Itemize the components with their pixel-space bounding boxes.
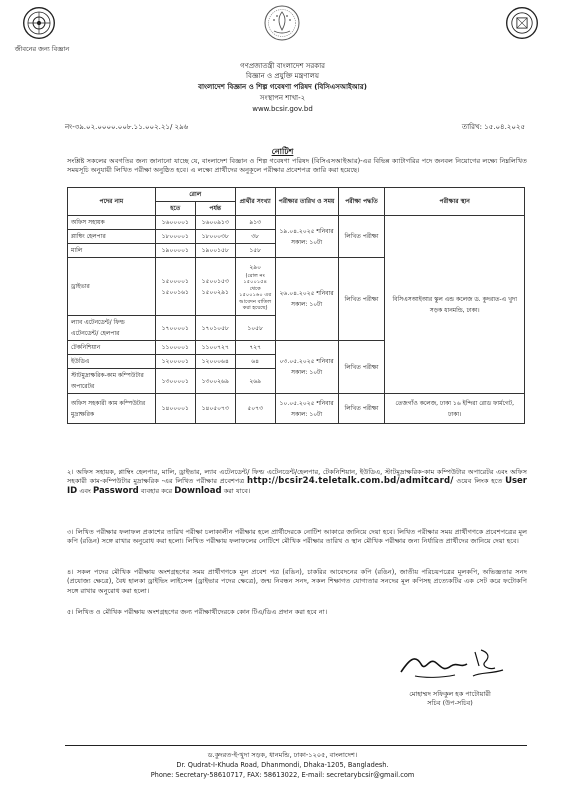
cell-count: ১০৫৮: [235, 316, 275, 341]
footer-divider: [65, 745, 527, 746]
roll-to-a: ১৫০০১৫৩: [201, 277, 229, 285]
cell-roll-to: ১৪০৫০৭৩: [195, 394, 235, 424]
p2-text-d: করা যাবে।: [221, 486, 251, 495]
header-method: পরীক্ষা পদ্ধতি: [338, 188, 385, 216]
cell-venue: তেজগাঁও কলেজ, ঢাকা ১৬ ইন্দিরা রোড ফার্মগেট, ঢাকা।: [385, 394, 525, 424]
admit-card-link[interactable]: http://bcsir24.teletalk.com.bd/admitcard/: [247, 476, 454, 487]
cell-roll-to: ১৬০০৯১৩: [195, 216, 235, 230]
cell-roll-from: ১৯০০০০১: [155, 244, 195, 258]
table-row: [68, 394, 525, 424]
cell-method: লিখিত পরীক্ষা: [338, 258, 385, 341]
signatory-name: মোহাম্মদ সফিকুল হক পাটোয়ারী: [409, 690, 491, 698]
cell-method: লিখিত পরীক্ষা: [338, 216, 385, 258]
cell-count: ১৫৮: [235, 244, 275, 258]
cell-count: ৭২৭: [235, 341, 275, 355]
cell-count: ৩৮: [235, 230, 275, 244]
signature-block: [375, 690, 525, 708]
footer-address-bn: ড.কুদরত-ই-খুদা সড়ক, ধানমন্ডি, ঢাকা-১২০৫, বাংলাদেশ।: [207, 751, 358, 759]
signatory-designation: সচিব (উপ-সচিব): [427, 699, 473, 707]
memo-row: [65, 121, 525, 133]
roll-from-b: ১৫০০১৬১: [161, 288, 189, 296]
password-label: Password: [92, 485, 139, 496]
header-roll-to: পর্যন্ত: [195, 202, 235, 216]
cell-roll-to: ১৩০০২৬৯: [195, 369, 235, 394]
count-note: (রোল নং ১৫০০১৫৪ থেকে ১৫০০১৬০ এর আবেদন বাতিল করা হয়েছে): [239, 272, 272, 311]
cell-post: অফিস সহকারী কাম কম্পিউটার মুদ্রাক্ষরিক: [68, 394, 156, 424]
header-govt: গণপ্রজাতন্ত্রী বাংলাদেশ সরকার: [240, 62, 325, 70]
logo-caption: জীবনের জন্য বিজ্ঞান: [14, 45, 70, 53]
memo-number: নং-৩৯.০২.০০০০.০০৮.১১.০০২.২১/ ২৯৬: [65, 123, 189, 131]
user-id-label: User ID: [67, 476, 527, 496]
header-roll: রোল: [155, 188, 235, 202]
cell-method: লিখিত পরীক্ষা: [338, 341, 385, 394]
footer-contact: Phone: Secretary-58610717, FAX: 58613022, E-mail: secretarybcsir@gmail.com: [150, 771, 415, 779]
header-website: www.bcsir.gov.bd: [252, 105, 313, 113]
roll-from-a: ১৫০০০০১: [161, 277, 189, 285]
header-venue: পরীক্ষার স্থান: [385, 188, 525, 216]
cell-roll-to: ১৭০১০৫৮: [195, 316, 235, 341]
memo-date: তারিখ: ১৫.০৪.২০২৫: [461, 123, 525, 131]
cell-roll-from: [155, 258, 195, 316]
bcsir-logo-icon: [22, 6, 56, 40]
cell-post: ল্যাব এটেনডেন্ট/ ফিল্ড এটেনডেন্ট/ হেলপার: [68, 316, 156, 341]
cell-roll-from: ১৩০০০০১: [155, 369, 195, 394]
p2-text: ২। অফিস সহায়ক, প্লাম্বিং হেলপার, মালি, ড্রাইভার, ল্যাব এটেনডেন্ট/ ফিল্ড এটেনডেন্ট/হেলপার, টেকনিশিয়ান, ইউডিএ, স্টাটমুদ্রাক্ষরিক-কাম কম্পিউটার অপারেটর এবং অফিস সহকারী কাম-কম্পিউটার মুদ্রাক্ষরিক -এর লিখিত পরীক্ষার প্রবেশপত্র: [67, 468, 527, 486]
cell-roll-from: ১১০০০০১: [155, 341, 195, 355]
cell-roll-from: ১৪০০০০১: [155, 394, 195, 424]
cell-count: ৫০৭৩: [235, 394, 275, 424]
cell-roll-to: ১৯০০১৫৮: [195, 244, 235, 258]
cell-datetime: ০৩.০৫.২০২৫ শনিবার সকাল: ১০টা: [275, 341, 338, 394]
exam-schedule-table: [67, 187, 525, 424]
notice-title: নোটিশ: [271, 147, 294, 156]
cell-post: মালি: [68, 244, 156, 258]
cell-count: ৯১৩: [235, 216, 275, 230]
roll-to-b: ১৫০০২৯১: [201, 288, 229, 296]
intro-paragraph: সংশ্লিষ্ট সকলের অবগতির জন্য জানানো যাচ্ছে যে, বাংলাদেশ বিজ্ঞান ও শিল্প গবেষণা পরিষদ (বিসিএসআইআর)-এর বিভিন্ন ক্যাটাগরির পদে জনবল নিয়োগের লক্ষ্যে নিম্নলিখিত সময়সূচি অনুযায়ী লিখিত পরীক্ষা অনুষ্ঠিত হবে। এ লক্ষ্যে প্রার্থীদের অনুকূলে পরীক্ষার প্রবেশপত্র জারি করা হয়েছে।: [67, 157, 527, 175]
header-organization: বাংলাদেশ বিজ্ঞান ও শিল্প গবেষণা পরিষদ (বিসিএসআইআর): [198, 83, 367, 91]
cell-method: লিখিত পরীক্ষা: [338, 394, 385, 424]
cell-venue: বিসিএসআইআর স্কুল এন্ড কলেজ ড. কুদরাত-এ খুদা সড়ক ধানমন্ডি, ঢাকা।: [385, 216, 525, 394]
download-label: Download: [174, 485, 222, 496]
footer-address-en: Dr. Qudrat-I-Khuda Road, Dhanmondi, Dhaka-1205, Bangladesh.: [176, 761, 389, 769]
cell-roll-to: ১২০০০৬৪: [195, 355, 235, 369]
cell-roll-from: ১৮০০০০১: [155, 230, 195, 244]
header-ministry: বিজ্ঞান ও প্রযুক্তি মন্ত্রণালয়: [245, 72, 320, 80]
header-post: পদের নাম: [68, 188, 156, 216]
cell-post: প্লাম্বিং হেলপার: [68, 230, 156, 244]
cell-post: টেকনিশিয়ান: [68, 341, 156, 355]
cell-count: [235, 258, 275, 316]
cell-datetime: ১৯.০৪.২০২৫ শনিবার সকাল: ১০টা: [275, 216, 338, 258]
signature-icon: [395, 642, 515, 686]
header-datetime: পরীক্ষার তারিখ ও সময়: [275, 188, 338, 216]
cell-datetime: ১০.০৫.২০২৫ শনিবার সকাল: ১০টা: [275, 394, 338, 424]
paragraph-2: [67, 468, 527, 496]
cell-post: অফিস সহায়ক: [68, 216, 156, 230]
cell-post: স্টাটমুদ্রাক্ষরিক-কাম কম্পিউটার অপারেটর: [68, 369, 156, 394]
cell-datetime: ২৬.০৪.২০২৫ শনিবার সকাল: ১০টা: [275, 258, 338, 341]
cell-roll-to: ১৮০০০৩৮: [195, 230, 235, 244]
cell-count: ২৬৯: [235, 369, 275, 394]
header-roll-from: হতে: [155, 202, 195, 216]
p2-and: এবং: [77, 486, 93, 495]
bcsir-seal-icon: [505, 6, 539, 40]
table-row: [68, 216, 525, 230]
cell-roll-from: ১২০০০০১: [155, 355, 195, 369]
p2-text-c: ব্যবহার করে: [138, 486, 173, 495]
cell-post: ড্রাইভার: [68, 258, 156, 316]
header-candidate-count: প্রার্থীর সংখ্যা: [235, 188, 275, 216]
cell-roll-to: ১১০০৭২৭: [195, 341, 235, 355]
count-value: ২৯০: [249, 263, 262, 271]
cell-roll-from: ১৬০০০০১: [155, 216, 195, 230]
p2-text-b: ওয়েব লিংক হতে: [453, 477, 506, 486]
government-emblem-icon: [262, 3, 302, 43]
cell-post: ইউডিএ: [68, 355, 156, 369]
header-section: সংস্থাপন শাখা-২: [259, 94, 306, 102]
cell-count: ৬৪: [235, 355, 275, 369]
cell-roll-from: ১৭০০০০১: [155, 316, 195, 341]
paragraph-4: ৪। সকল পদের মৌখিক পরীক্ষায় অংশগ্রহণের সময় প্রার্থীগণকে মূল প্রবেশ পত্র (রঙিন), চাকরির আবেদনের কপি (রঙিন), জাতীয় পরিচয়পত্রের মূলকপি, অভিজ্ঞতার সনদ (প্রযোজ্য ক্ষেত্রে), বৈধ হালকা ড্রাইভিং লাইসেন্স (ড্রাইভার পদের ক্ষেত্রে), জন্ম নিবন্ধন সনদ, সকল শিক্ষাগত যোগ্যতার সনদের মূল কপিসহ প্রত্যেকটির এক সেট করে ফটোকপি সঙ্গে রাখার অনুরোধ করা হলো।: [67, 568, 527, 595]
paragraph-5: ৫। লিখিত ও মৌখিক পরীক্ষায় অংশগ্রহণের জন্য পরীক্ষার্থীদেরকে কোন টিএ/ডিএ প্রদান করা হবে না।: [67, 608, 328, 616]
cell-roll-to: [195, 258, 235, 316]
paragraph-3: ৩। লিখিত পরীক্ষার ফলাফল প্রকাশের তারিখ পরীক্ষা চলাকালীন পরীক্ষার হলে প্রার্থীদেরকে নোটিশ আকারে জানিয়ে দেয়া হবে। লিখিত পরীক্ষার সময় প্রার্থীগণকে প্রবেশপত্রের মূল কপি (রঙিন) সঙ্গে রাখার অনুরোধ করা হলো। লিখিত পরীক্ষায় ফলাফলের নোটিশে মৌখিক পরীক্ষার তারিখ ও স্থান মৌখিক পরীক্ষার জন্য নির্ধারিত প্রার্থীদের জানিয়ে দেয়া হবে।: [67, 528, 527, 546]
